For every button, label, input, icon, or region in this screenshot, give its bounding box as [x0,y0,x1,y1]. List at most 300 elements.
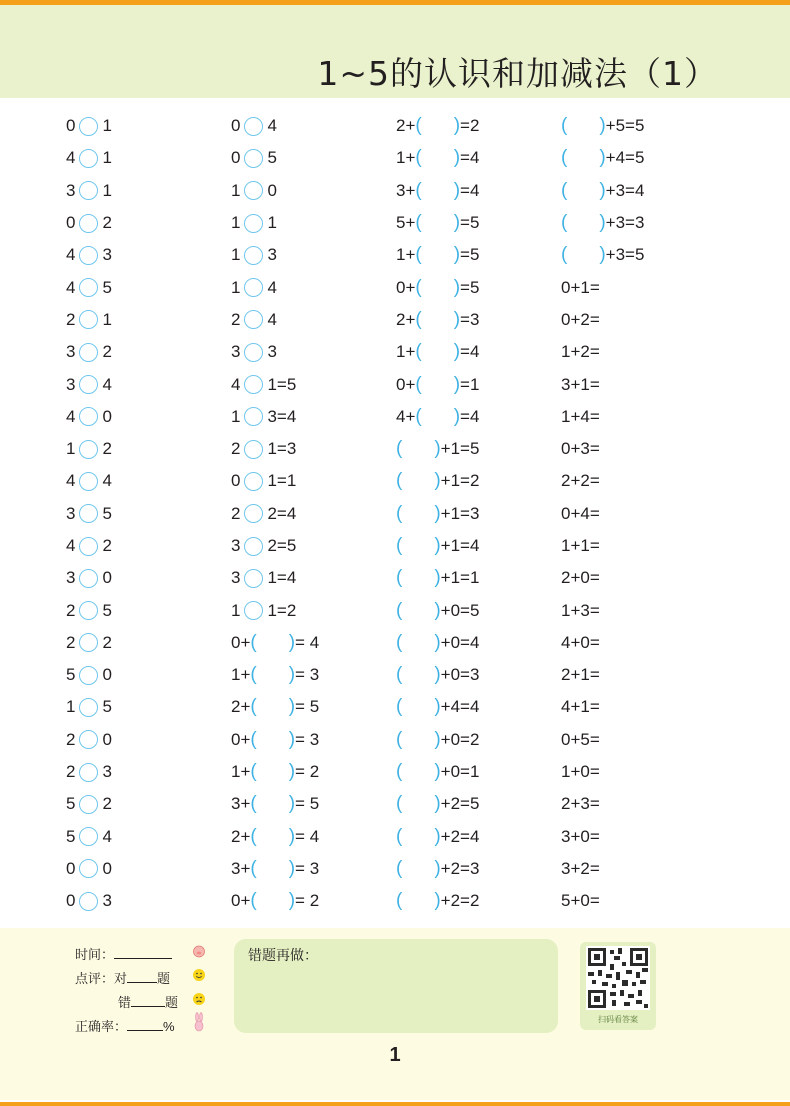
exercise-row [231,401,319,433]
exercise-row [396,691,479,723]
blank-open-paren: ( [250,793,257,815]
exercise-text: 3 [102,891,112,911]
blank-close-paren: ) [288,664,296,686]
exercise-text: 2=5 [267,536,297,555]
exercise-row [66,691,112,723]
exercise-row [396,110,479,142]
exercise-text: = 2 [295,762,320,782]
exercise-text: 3 [231,342,241,362]
blank-close-paren: ) [453,212,461,234]
blank-open-paren: ( [415,244,422,266]
exercise-text: 1+0= [561,762,600,782]
blank-open-paren: ( [396,825,403,847]
wrong-label: 错 [118,995,132,1010]
exercise-row [396,821,479,853]
exercise-text: 2 [231,439,241,459]
exercise-row [66,336,112,368]
compare-circle[interactable] [79,407,98,426]
blank-close-paren: ) [599,179,606,201]
exercise-text: 3=4 [267,406,297,426]
compare-circle[interactable] [79,859,98,878]
exercise-text: 4 [267,116,277,136]
blank-close-paren: ) [453,244,461,266]
exercise-text: 1 [66,697,76,717]
exercise-row [231,207,319,239]
exercise-text: 0 [231,471,241,491]
exercise-row [66,465,112,497]
exercise-row [561,110,644,142]
compare-circle[interactable] [244,440,263,459]
exercise-row [231,336,319,368]
blank-close-paren: ) [453,341,461,363]
compare-circle[interactable] [79,666,98,685]
blank-close-paren: ) [434,470,441,492]
exercise-row [231,271,319,303]
exercise-row [561,304,644,336]
exercise-text: 2 [66,632,76,652]
exercise-text: 3 [66,568,76,588]
accuracy-blank[interactable] [127,1018,163,1031]
exercise-text: 2 [102,213,112,233]
compare-circle[interactable] [79,569,98,588]
blank-close-paren: ) [434,696,441,718]
time-label: 时间： [75,947,115,962]
exercise-text: 4 [66,536,76,555]
blank-open-paren: ( [250,890,257,912]
compare-circle[interactable] [244,310,263,329]
exercise-text: +5=5 [605,116,645,136]
exercise-text: =1 [460,374,480,394]
smile-icon [192,968,206,982]
blank-open-paren: ( [396,696,403,718]
exercise-row [66,853,112,885]
blank-close-paren: ) [288,728,296,750]
exercise-row [231,594,319,626]
exercise-text: 3 [102,762,112,782]
exercise-text: 2+1= [561,665,600,685]
exercise-text: +3=5 [605,245,645,265]
exercise-text: +0=5 [440,600,480,620]
exercise-text: 3 [66,374,76,394]
exercise-row [396,788,479,820]
compare-circle[interactable] [79,601,98,620]
exercise-text: =4 [460,406,480,426]
wrong-blank[interactable] [131,994,165,1007]
redo-label: 错题再做： [248,947,318,963]
exercise-row [396,465,479,497]
exercise-text: 2 [102,632,112,652]
exercise-text: +2=2 [440,891,480,911]
exercise-text: 2+ [396,309,416,329]
blank-close-paren: ) [288,890,296,912]
correct-blank[interactable] [127,970,157,983]
exercise-row [561,885,644,917]
blank-close-paren: ) [288,761,296,783]
blank-open-paren: ( [396,890,403,912]
exercise-row [396,594,479,626]
blank-open-paren: ( [415,308,422,330]
time-blank[interactable] [114,946,172,959]
exercise-text: 1=2 [267,600,297,620]
redo-box[interactable] [234,939,558,1033]
exercise-text: 1 [231,600,241,620]
exercise-text: +2=4 [440,826,480,846]
compare-circle[interactable] [79,730,98,749]
exercise-text: 3 [66,503,76,523]
compare-circle[interactable] [79,149,98,168]
blank-close-paren: ) [453,308,461,330]
exercise-text: 2 [102,794,112,814]
exercise-text: 3 [102,245,112,265]
exercise-row [231,498,319,530]
exercise-row [561,530,644,562]
blank-close-paren: ) [434,567,441,589]
exercise-text: 1 [231,213,241,233]
exercise-row [231,853,319,885]
exercise-text: 1 [231,277,241,297]
blank-open-paren: ( [250,696,257,718]
exercise-column [66,110,112,917]
exercise-row [561,659,644,691]
blank-close-paren: ) [434,890,441,912]
compare-circle[interactable] [244,569,263,588]
exercise-text: = 3 [295,729,320,749]
exercise-row [231,304,319,336]
exercise-text: 3 [66,180,76,200]
exercise-text: 1 [231,180,241,200]
exercise-text: 2 [102,439,112,459]
blank-close-paren: ) [288,825,296,847]
compare-circle[interactable] [79,698,98,717]
exercise-text: 4 [66,406,76,426]
exercise-text: 1+1= [561,536,600,555]
blank-close-paren: ) [453,373,461,395]
exercise-text: +3=4 [605,180,645,200]
exercise-row [231,562,319,594]
blank-close-paren: ) [434,438,441,460]
exercise-row [66,562,112,594]
blank-close-paren: ) [434,857,441,879]
exercise-text: 5 [66,794,76,814]
compare-circle[interactable] [79,246,98,265]
exercise-text: 1 [231,245,241,265]
qr-code-image [580,942,656,1014]
blank-close-paren: ) [434,825,441,847]
blank-close-paren: ) [599,244,606,266]
exercise-text: 3+0= [561,826,600,846]
blank-open-paren: ( [415,179,422,201]
exercise-text: = 3 [295,665,320,685]
exercise-row [396,239,479,271]
blank-open-paren: ( [396,470,403,492]
exercise-row [396,271,479,303]
exercise-text: 3 [267,245,277,265]
exercise-text: +0=2 [440,729,480,749]
exercise-text: 0 [102,858,112,878]
exercise-text: 0+ [231,632,251,652]
exercise-text: 1 [102,116,112,136]
blank-close-paren: ) [434,535,441,556]
blank-open-paren: ( [396,857,403,879]
exercise-text: 1 [102,309,112,329]
exercise-text: 3 [267,342,277,362]
exercise-text: 0 [102,406,112,426]
compare-circle[interactable] [244,472,263,491]
exercise-row [561,465,644,497]
exercise-row [561,756,644,788]
exercise-row [396,756,479,788]
exercise-text: = 3 [295,858,320,878]
exercise-text: 5 [102,503,112,523]
exercise-text: 1=3 [267,439,297,459]
exercise-text: 2+ [231,697,251,717]
exercise-row [231,756,319,788]
exercise-row [66,530,112,562]
compare-circle[interactable] [244,375,263,394]
blank-close-paren: ) [434,793,441,815]
compare-circle[interactable] [79,117,98,136]
exercise-text: 2 [102,536,112,555]
exercise-text: =3 [460,309,480,329]
exercise-text: = 5 [295,697,320,717]
exercise-text: 1+4= [561,406,600,426]
compare-circle[interactable] [79,763,98,782]
compare-circle[interactable] [79,795,98,814]
exercise-text: 0 [231,116,241,136]
exercise-text: =5 [460,213,480,233]
exercise-text: =4 [460,342,480,362]
exercise-row [66,304,112,336]
blank-close-paren: ) [453,115,461,137]
exercise-text: 2 [231,309,241,329]
compare-circle[interactable] [79,375,98,394]
blank-open-paren: ( [396,599,403,621]
exercise-text: 3 [231,536,241,555]
exercise-row [66,110,112,142]
compare-circle[interactable] [79,504,98,523]
exercise-row [561,724,644,756]
exercise-row [231,433,319,465]
exercise-row [231,368,319,400]
blank-open-paren: ( [250,857,257,879]
compare-circle[interactable] [244,601,263,620]
compare-circle[interactable] [79,214,98,233]
exercise-text: 0 [102,729,112,749]
exercise-text: = 4 [295,826,320,846]
blank-open-paren: ( [415,341,422,363]
exercise-row [231,627,319,659]
exercise-row [66,207,112,239]
exercise-text: 3+1= [561,374,600,394]
compare-circle[interactable] [79,827,98,846]
blank-close-paren: ) [599,147,606,169]
exercise-text: 1=4 [267,568,297,588]
exercise-row [561,175,644,207]
exercise-row [231,821,319,853]
exercise-text: 2 [66,729,76,749]
blank-close-paren: ) [599,115,606,137]
compare-circle[interactable] [79,537,98,556]
exercise-text: 3+ [231,858,251,878]
rabbit-icon [192,1012,206,1032]
exercise-text: 4 [102,826,112,846]
exercise-row [561,142,644,174]
exercise-text: 5+0= [561,891,600,911]
exercise-text: 5 [102,697,112,717]
exercise-text: 5 [66,665,76,685]
exercise-row [561,691,644,723]
exercise-column [561,110,644,917]
exercise-text: +4=5 [605,148,645,168]
blank-open-paren: ( [396,438,403,460]
blank-open-paren: ( [415,147,422,169]
exercise-text: 1+3= [561,600,600,620]
blank-open-paren: ( [250,728,257,750]
exercise-text: 0+4= [561,503,600,523]
exercise-text: 4 [267,277,277,297]
exercise-text: =4 [460,180,480,200]
blank-open-paren: ( [561,147,568,169]
exercise-row [231,465,319,497]
compare-circle[interactable] [79,472,98,491]
blank-open-paren: ( [396,631,403,653]
wrong-ti-label: 题 [165,995,179,1010]
blank-open-paren: ( [561,115,568,137]
time-field [75,944,172,963]
page-number: 1 [389,1044,401,1066]
compare-circle[interactable] [79,278,98,297]
compare-circle[interactable] [244,149,263,168]
blank-open-paren: ( [396,502,403,524]
exercise-row [396,142,479,174]
compare-circle[interactable] [244,117,263,136]
exercise-text: 0+5= [561,729,600,749]
exercise-row [396,562,479,594]
exercise-text: 2 [102,342,112,362]
blank-open-paren: ( [396,567,403,589]
exercise-row [66,401,112,433]
compare-circle[interactable] [244,504,263,523]
exercise-row [66,627,112,659]
exercise-text: 0+ [396,277,416,297]
exercise-text: =4 [460,148,480,168]
compare-circle[interactable] [244,537,263,556]
exercise-text: 1 [66,439,76,459]
compare-circle[interactable] [79,310,98,329]
exercise-row [396,368,479,400]
exercise-row [561,562,644,594]
exercise-row [231,239,319,271]
page-title: 1~5的认识和加减法（1） [317,54,718,93]
compare-circle[interactable] [244,278,263,297]
exercise-row [66,594,112,626]
exercise-row [561,368,644,400]
exercise-text: 5+ [396,213,416,233]
blank-close-paren: ) [434,728,441,750]
exercise-row [561,788,644,820]
exercise-row [561,336,644,368]
exercise-text: 3 [231,568,241,588]
compare-circle[interactable] [79,892,98,911]
compare-circle[interactable] [244,343,263,362]
blank-close-paren: ) [434,631,441,653]
exercise-text: +0=4 [440,632,480,652]
exercise-text: 0+3= [561,439,600,459]
exercise-row [561,207,644,239]
correct-ti-label: 题 [157,971,171,986]
blank-close-paren: ) [434,761,441,783]
exercise-text: 0+ [231,891,251,911]
exercise-text: 1+ [396,342,416,362]
compare-circle[interactable] [79,343,98,362]
compare-circle[interactable] [244,214,263,233]
exercise-text: 1 [102,148,112,168]
blank-open-paren: ( [561,179,568,201]
exercise-text: 2+2= [561,471,600,491]
blank-close-paren: ) [288,793,296,815]
exercise-row [396,627,479,659]
exercise-text: 2+ [396,116,416,136]
exercise-text: 4+1= [561,697,600,717]
exercise-text: 3+ [231,794,251,814]
exercise-text: 2 [231,503,241,523]
exercise-text: 0+ [231,729,251,749]
exercise-row [561,433,644,465]
exercise-text: 1+2= [561,342,600,362]
exercise-text: =2 [460,116,480,136]
exercise-text: 0 [66,891,76,911]
blank-close-paren: ) [434,502,441,524]
blank-open-paren: ( [415,373,422,395]
exercise-text: 0 [267,180,277,200]
exercise-text: +1=1 [440,568,480,588]
exercise-text: 4 [66,471,76,491]
exercise-text: 1=5 [267,374,297,394]
blank-close-paren: ) [288,631,296,653]
exercise-row [561,594,644,626]
exercise-text: 2 [66,762,76,782]
exercise-row [66,142,112,174]
exercise-text: 3+2= [561,858,600,878]
exercise-row [66,659,112,691]
exercise-row [231,110,319,142]
sad-face-icon [192,992,206,1006]
blank-open-paren: ( [396,535,403,556]
exercise-row [396,530,479,562]
exercise-text: 0+1= [561,277,600,297]
qr-code[interactable] [580,942,656,1030]
compare-circle[interactable] [79,633,98,652]
exercise-text: +4=4 [440,697,480,717]
exercise-text: 1+ [231,762,251,782]
exercise-row [231,788,319,820]
exercise-text: 2 [66,309,76,329]
exercise-text: 0 [66,116,76,136]
exercise-row [561,239,644,271]
compare-circle[interactable] [244,407,263,426]
blank-close-paren: ) [453,405,461,427]
compare-circle[interactable] [79,440,98,459]
exercise-text: 4 [267,309,277,329]
compare-circle[interactable] [244,246,263,265]
exercise-text: 0 [231,148,241,168]
exercise-text: 0+2= [561,309,600,329]
exercise-text: 5 [102,600,112,620]
exercise-row [561,498,644,530]
qr-caption: 扫码看答案 [598,1015,638,1024]
compare-circle[interactable] [244,181,263,200]
compare-circle[interactable] [79,181,98,200]
